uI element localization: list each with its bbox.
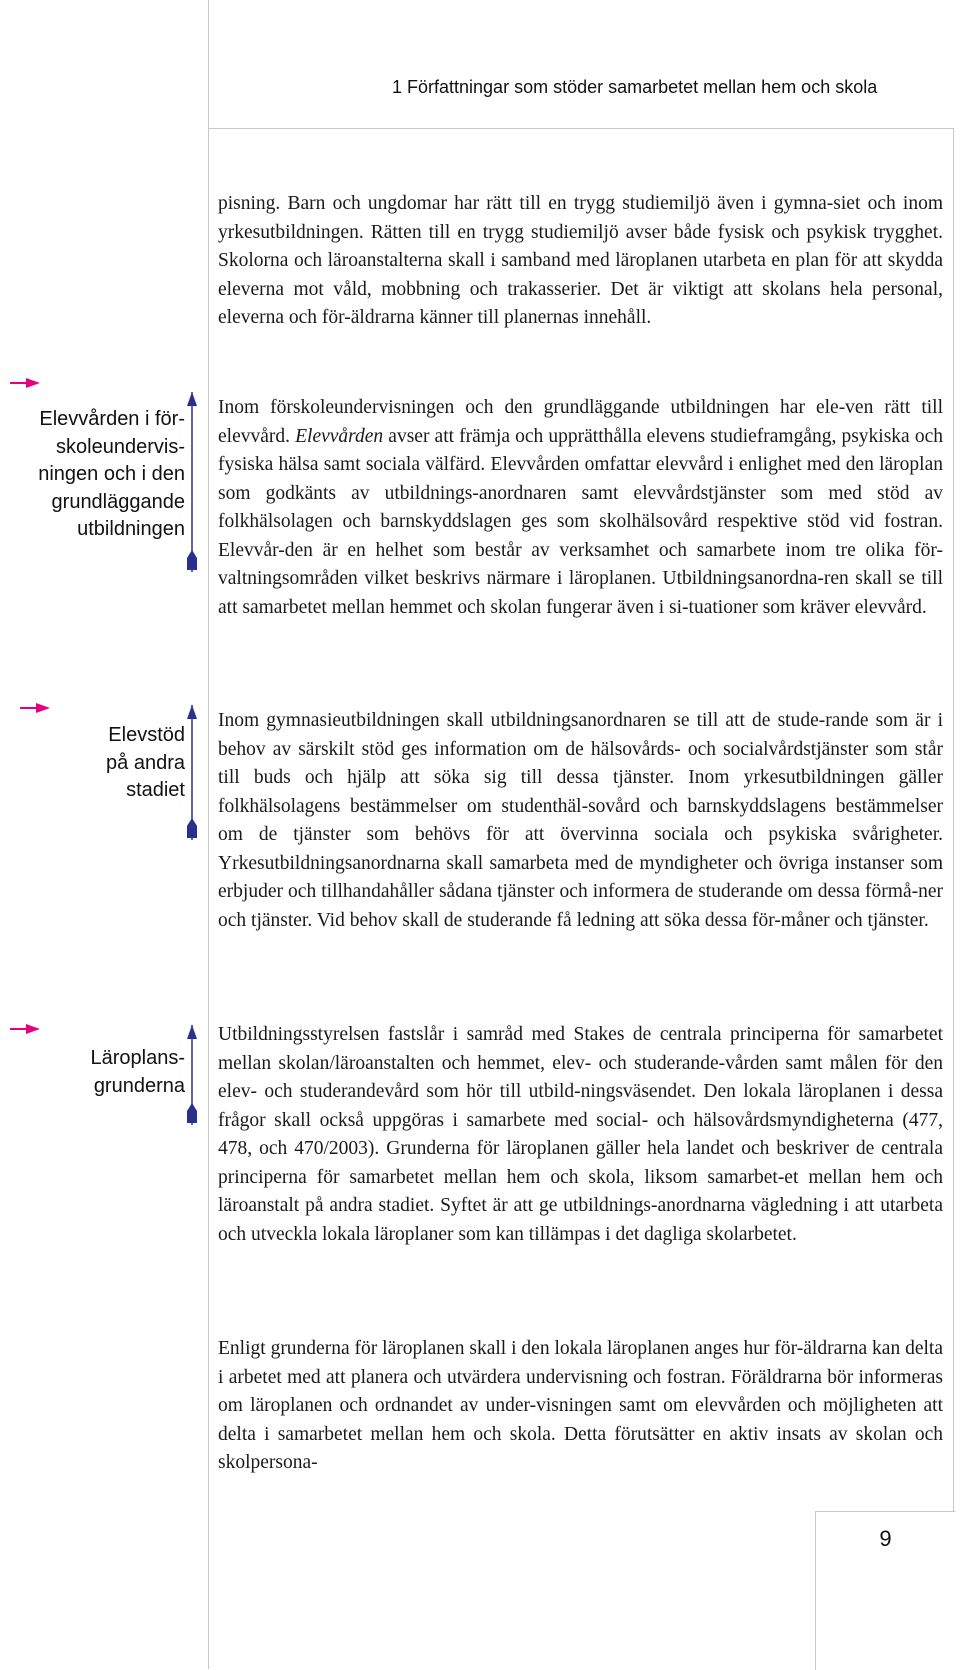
page-number: 9 [879,1526,892,1551]
paragraph-5: Enligt grunderna för läroplanen skall i den lokala läroplanen anges hur för-äldrarna kan delta i arbetet med att planera och utvärdera undervisning och fostran. Föräldrarna bör informeras om läroplanen och ordnandet av under-visningen samt om elevvården och möjligheten att delta i samarbetet mellan hem och skola. Detta förutsätter en aktiv insats av skolan och skolpersona- [218,1338,943,1473]
paragraph-3: Inom gymnasieutbildningen skall utbildningsanordnaren se till att de stude-rande som är i behov av särskilt stöd ges information om de hälsovårds- och socialvårdstjänster som står till buds och hjälp att söka sig till dessa tjänster. Inom yrkesutbildningen gäller folkhälsolagens bestämmelser om studenthäl-sovård och barnskyddslagens bestämmelser om de tjänster som behövs för att övervinna sociala och psykiska svårigheter. Yrkesutbildningsanordnarna skall samarbeta med de myndigheter och övriga instanser som erbjuder och tillhandahåller sådana tjänster och informera de studerande om dessa förmå-ner och tjänster. Vid behov skall de studerande få ledning att söka dessa för-måner och tjänster. [218,710,943,931]
paragraph-2-text-b: avser att främja och upprätthålla elevens studieframgång, psykiska och fysiska hälsa samt sociala välfärd. Elevvården omfattar elevvård i enlighet med den läroplan som godkänts av utbildnings-anordnaren samt elevvårdstjänster som med stöd av folkhälsolagen och barnskyddslagen ges som skolhälsovård respektive stöd vid fostran. Elevvår-den är en helhet som består av verksamhet och samarbete inom tre olika för-valtningsområden vilket beskrivs närmare i läroplanen. Utbildningsanordna-ren skall se till att samarbetet mellan hemmet och skolan fungerar även i si-tuationer som kräver elevvård. [218,425,943,618]
margin-note-elevstod: Elevstöd på andra stadiet [106,724,185,801]
page-number-box [815,1511,955,1670]
margin-rule [208,0,209,1669]
paragraph-4: Utbildningsstyrelsen fastslår i samråd med Stakes de centrala principerna för samarbetet mellan skolan/läroanstalten och hemmet, elev- och studerande-vården samt målen för den elev- och studerandevård som hör till utbild-ningsväsendet. Den lokala läroplanen i dessa frågor skall också uppgöras i samarbete med social- och hälsovårdsmyndigheterna (477, 478, och 470/2003). Grunderna för läroplanen gäller hela landet och beskriver de centrala principerna för samarbetet mellan hem och skola, liksom samarbet-et mellan hem och läroanstalt på andra stadiet. Syftet är att ge utbildnings-anordnarna vägledning i att utarbeta och utveckla lokala läroplaner som kan tillämpas i det dagliga skolarbetet. [218,1024,943,1245]
pink-arrow-marker [20,702,60,714]
blue-bracket-marker [186,392,198,572]
header-rule [208,128,954,129]
pink-arrow-marker [10,377,50,389]
paragraph-2-emphasis: Elevvården [295,425,384,447]
paragraph-2-text-a: Inom förskoleundervisningen och den grundläggande utbildningen har ele-ven rätt till elevvård. [218,397,943,447]
right-rule [953,128,954,1512]
running-header: 1 Författningar som stöder samarbetet mellan hem och skola [392,77,878,97]
paragraph-2 [218,394,943,622]
blue-bracket-marker [186,1025,198,1125]
pink-arrow-marker [10,1023,50,1035]
margin-note-laroplansgrunderna: Läroplans- grunderna [90,1047,185,1097]
margin-note-elevvarden: Elevvården i för- skoleundervis- ningen och i den grundläggande utbildningen [38,408,185,540]
paragraph-1: pisning. Barn och ungdomar har rätt till en trygg studiemiljö även i gymna-siet och inom yrkesutbildningen. Rätten till en trygg studiemiljö avser både fysisk och psykisk trygghet. Skolorna och läroanstalterna skall i samband med läroplanen utarbeta en plan för att skydda eleverna mot våld, mobbning och trakasserier. Det är viktigt att skolans hela personal, eleverna och för-äldrarna känner till planernas innehåll. [218,193,943,328]
blue-bracket-marker [186,705,198,840]
